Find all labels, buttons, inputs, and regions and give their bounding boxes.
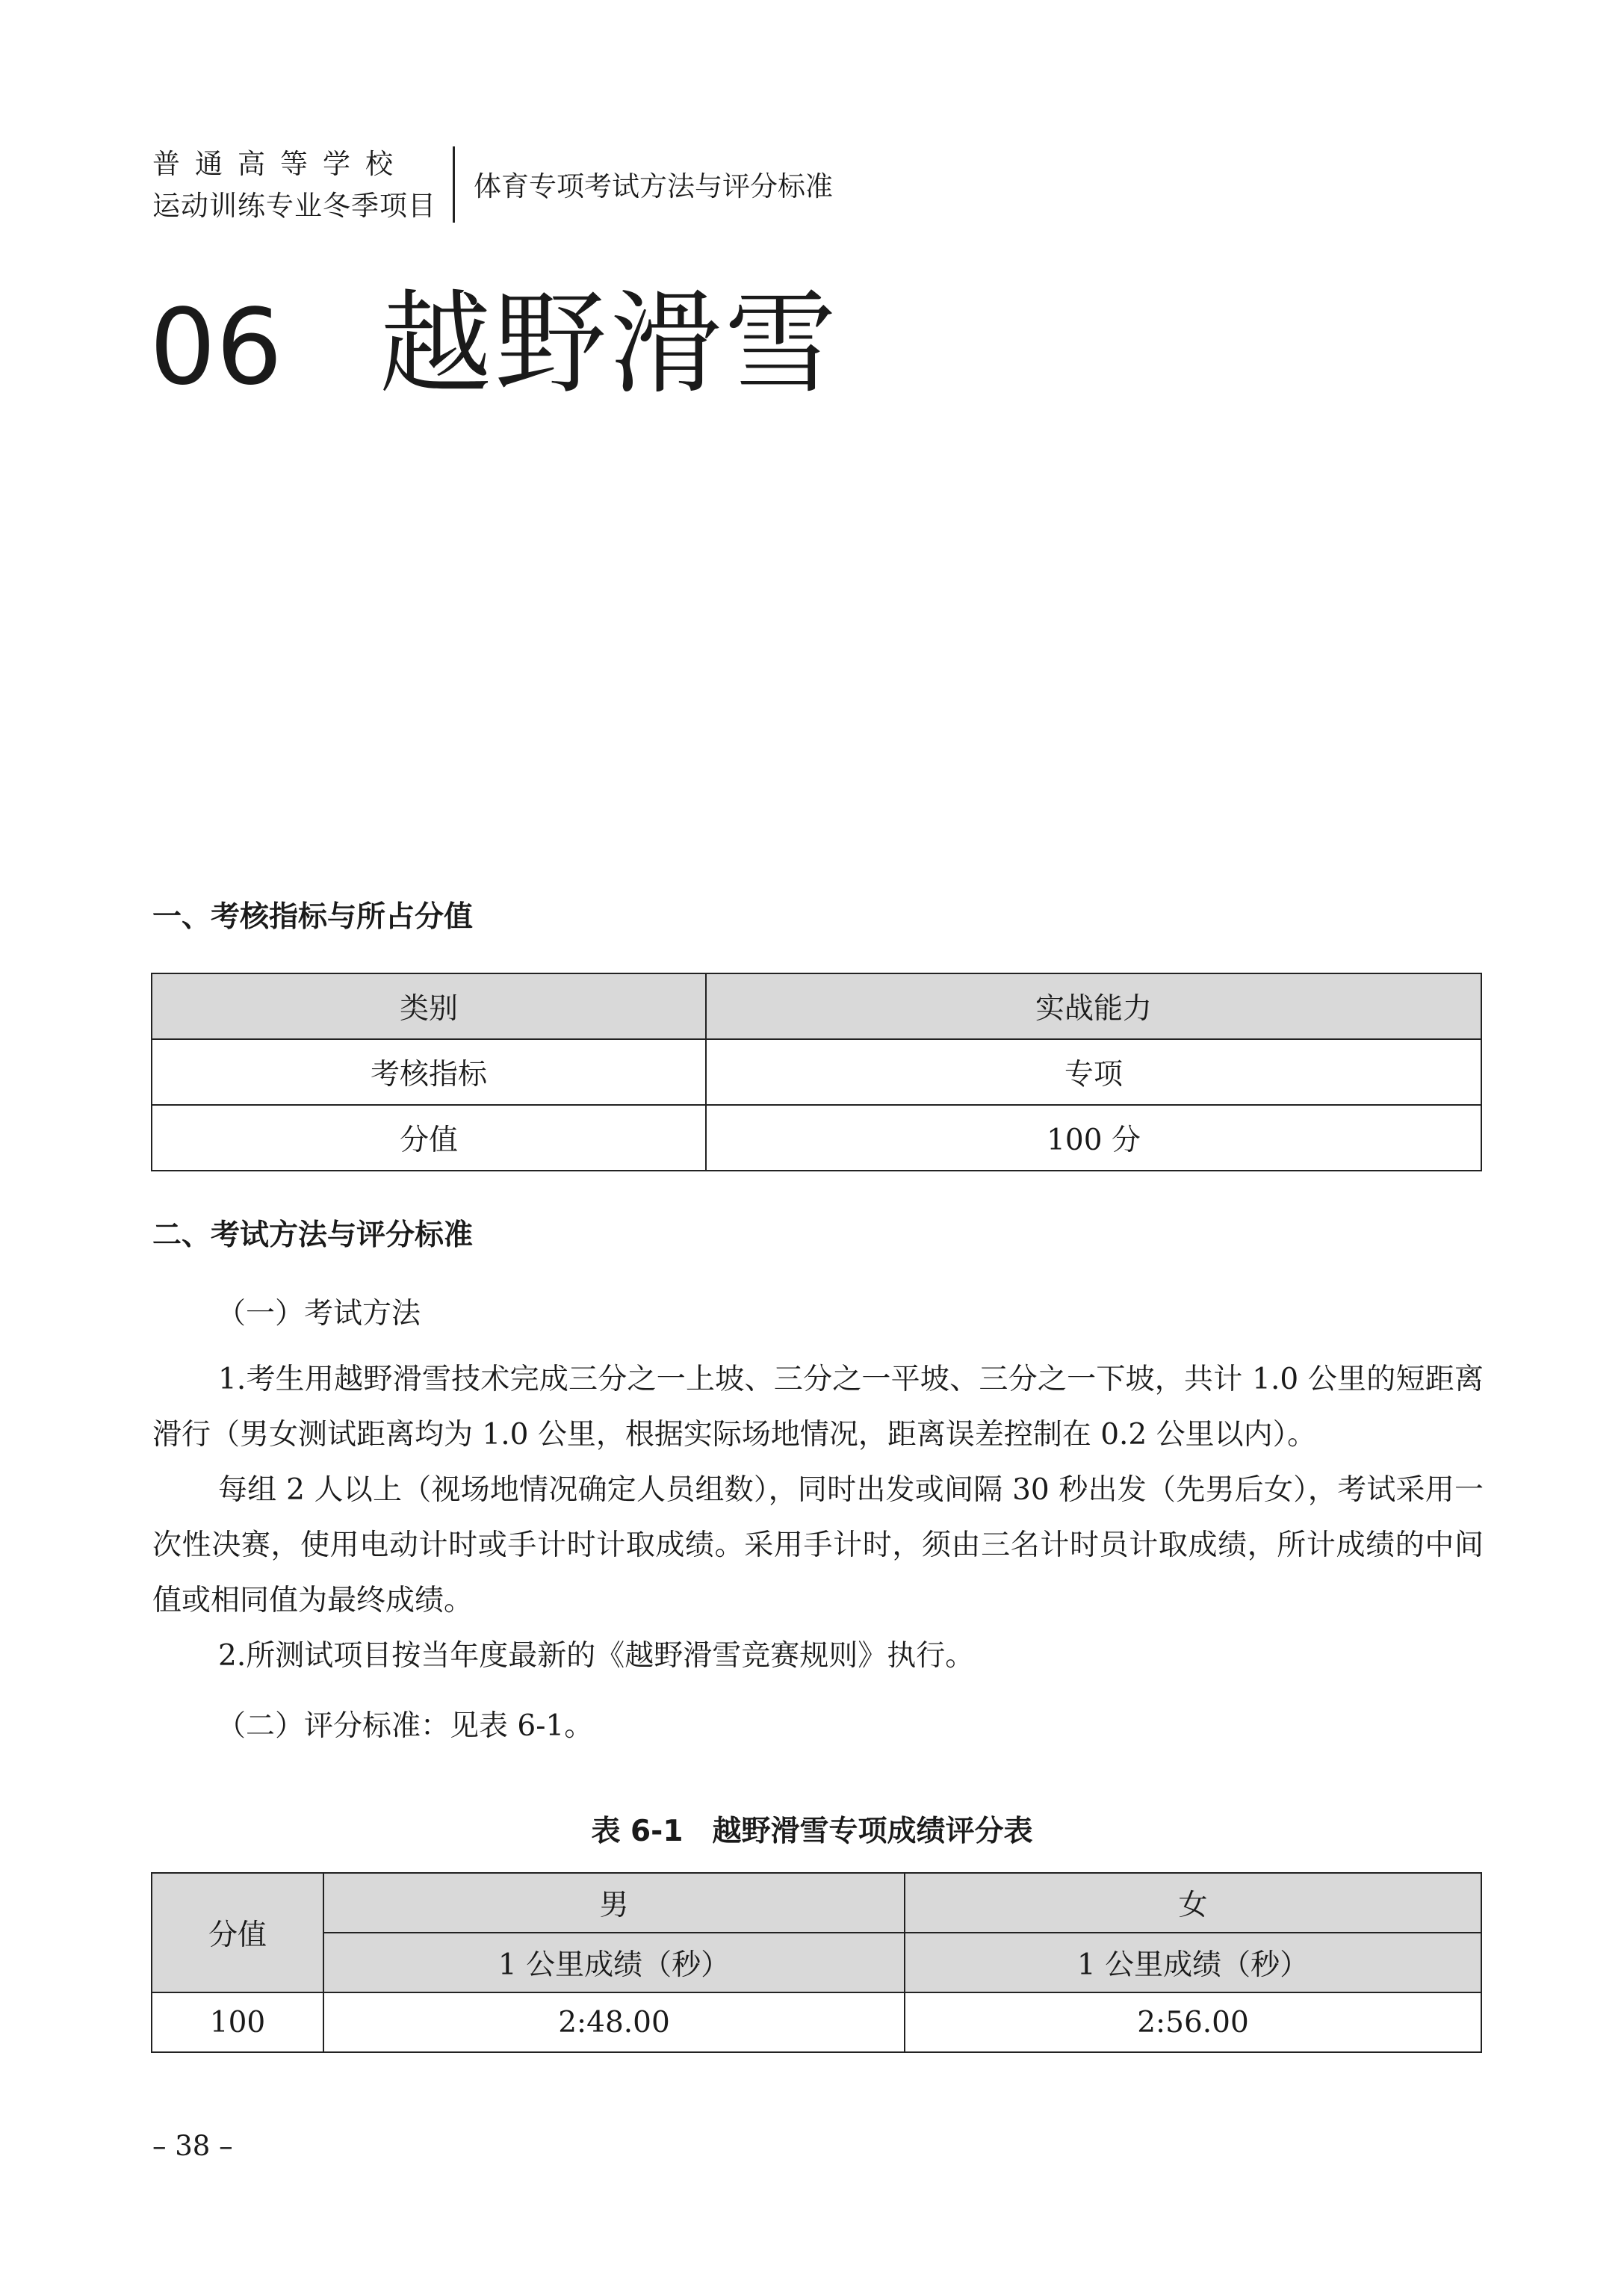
chapter-number: 06 [149, 287, 283, 409]
table-cell: 100 分 [706, 1105, 1481, 1171]
table-row [152, 1039, 1481, 1105]
header-left [152, 143, 436, 227]
header-program: 运动训练专业冬季项目 [152, 190, 436, 222]
table-row [152, 973, 1481, 1039]
male-header: 男 [323, 1873, 905, 1933]
table-caption: 表 6-1 越野滑雪专项成绩评分表 [591, 1815, 1033, 1848]
header-divider [453, 146, 455, 223]
indicator-table [151, 973, 1482, 1171]
table-row [152, 1873, 1481, 1933]
table-row [152, 1105, 1481, 1171]
female-header: 女 [905, 1873, 1481, 1933]
header-right: 体育专项考试方法与评分标准 [474, 170, 833, 202]
section1-heading: 一、考核指标与所占分值 [152, 900, 474, 934]
score-table [151, 1872, 1482, 2053]
table-cell: 分值 [152, 1105, 706, 1171]
table-row [152, 1992, 1481, 2052]
paragraph-2: 每组 2 人以上（视场地情况确定人员组数），同时出发或间隔 30 秒出发（先男后女），考试采用一次性决赛，使用电动计时或手计时计取成绩。采用手计时，须由三名计时员计取成绩，所计成绩的中间值或相同值为最终成绩。 [152, 1473, 1484, 1617]
male-time: 2:48.00 [323, 1992, 905, 2052]
table-cell: 类别 [152, 973, 706, 1039]
table-row [152, 1933, 1481, 1992]
subsection-exam-method: （一）考试方法 [217, 1297, 421, 1331]
chapter-title: 越野滑雪 [379, 279, 840, 409]
score-header: 分值 [152, 1873, 323, 1992]
female-subheader: 1 公里成绩（秒） [905, 1933, 1481, 1992]
header-school-type: 普通高等学校 [152, 148, 408, 180]
score-value: 100 [152, 1992, 323, 2052]
table-cell: 考核指标 [152, 1039, 706, 1105]
section2-heading: 二、考试方法与评分标准 [152, 1218, 474, 1252]
page-number: – 38 – [152, 2130, 233, 2162]
female-time: 2:56.00 [905, 1992, 1481, 2052]
male-subheader: 1 公里成绩（秒） [323, 1933, 905, 1992]
table-cell: 专项 [706, 1039, 1481, 1105]
table-cell: 实战能力 [706, 973, 1481, 1039]
subsection-scoring: （二）评分标准：见表 6-1。 [217, 1709, 594, 1743]
paragraph-1: 1.考生用越野滑雪技术完成三分之一上坡、三分之一平坡、三分之一下坡，共计 1.0 公里的短距离滑行（男女测试距离均为 1.0 公里，根据实际场地情况，距离误差控制在 0.2 公里以内）。 [152, 1363, 1484, 1452]
paragraph-3: 2.所测试项目按当年度最新的《越野滑雪竞赛规则》执行。 [218, 1639, 975, 1673]
